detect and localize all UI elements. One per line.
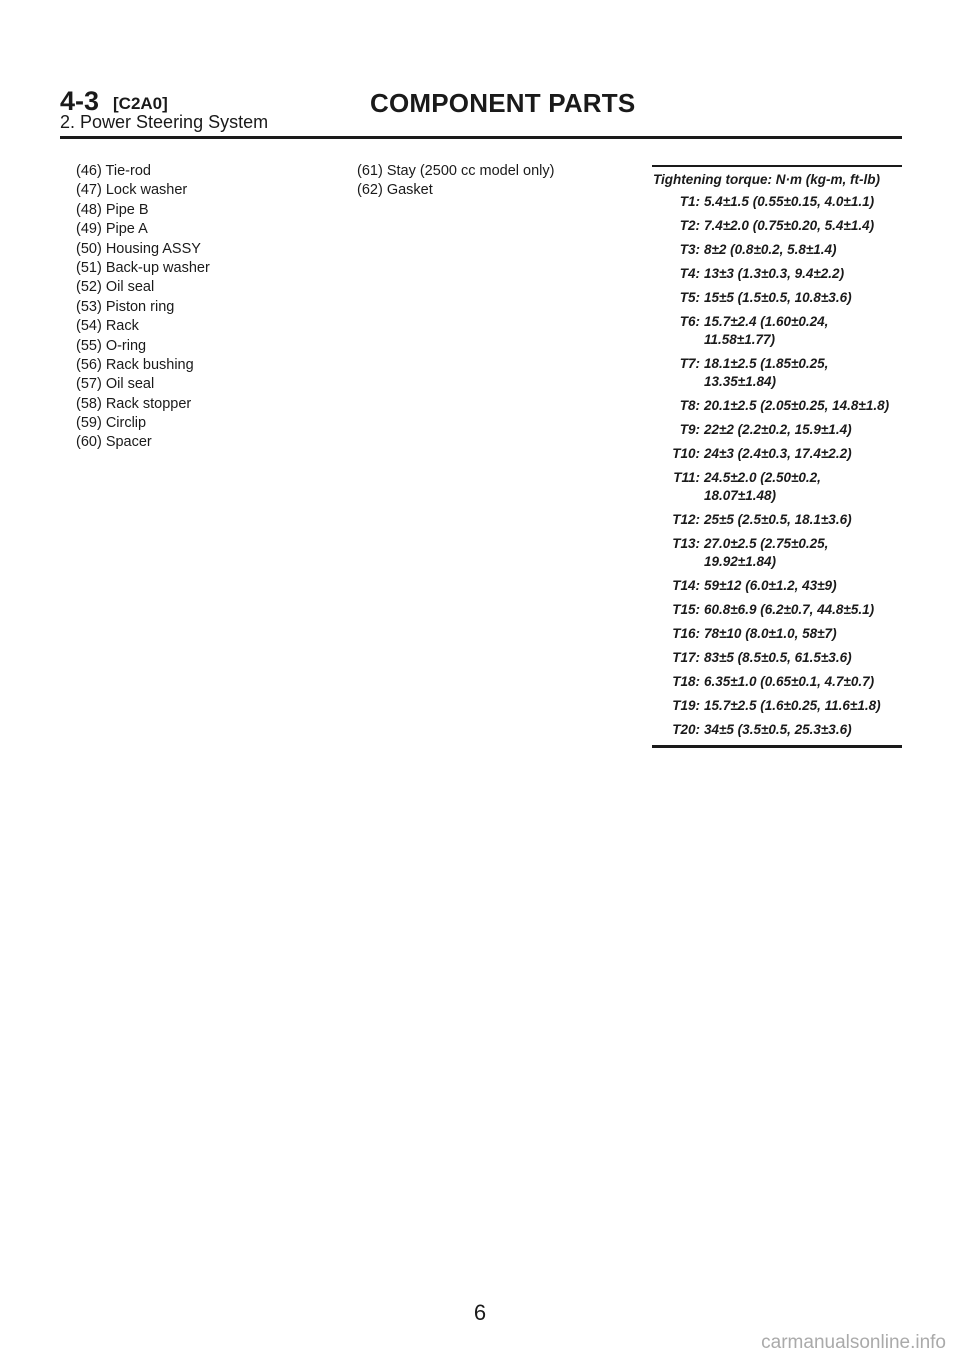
torque-spec [652, 421, 902, 439]
torque-value: 60.8±6.9 (6.2±0.7, 44.8±5.1) [704, 602, 875, 617]
torque-value-continued: 18.07±1.48) [704, 488, 776, 503]
section-number: 4-3 [60, 86, 100, 116]
torque-label: T6: [679, 314, 700, 329]
torque-value: 8±2 (0.8±0.2, 5.8±1.4) [704, 242, 837, 257]
part-list-item: (50) Housing ASSY [76, 240, 201, 257]
torque-label: T4: [679, 266, 700, 281]
torque-spec [652, 625, 902, 643]
page-title: COMPONENT PARTS [370, 88, 636, 118]
torque-spec [652, 193, 902, 211]
torque-value-continued: 11.58±1.77) [704, 332, 775, 347]
torque-value: 78±10 (8.0±1.0, 58±7) [704, 626, 837, 641]
part-list-item: (52) Oil seal [76, 279, 155, 296]
torque-value: 6.35±1.0 (0.65±0.1, 4.7±0.7) [704, 674, 875, 689]
torque-heading: Tightening torque: N·m (kg-m, ft-lb) [653, 172, 880, 187]
torque-top-rule [652, 165, 902, 167]
torque-value: 20.1±2.5 (2.05±0.25, 14.8±1.8) [704, 398, 890, 413]
parts-list-right [357, 162, 637, 201]
torque-value: 7.4±2.0 (0.75±0.20, 5.4±1.4) [704, 218, 875, 233]
torque-value: 13±3 (1.3±0.3, 9.4±2.2) [704, 266, 845, 281]
part-list-item: (46) Tie-rod [76, 163, 151, 179]
header-rule [60, 136, 902, 139]
torque-value: 34±5 (3.5±0.5, 25.3±3.6) [704, 722, 852, 737]
section-code: [C2A0] [113, 94, 168, 113]
torque-spec [652, 535, 902, 571]
torque-value: 15.7±2.4 (1.60±0.24, [704, 314, 829, 329]
torque-label: T12: [672, 512, 700, 527]
torque-spec [652, 577, 902, 595]
torque-spec [652, 289, 902, 307]
torque-spec [652, 469, 902, 505]
torque-spec [652, 445, 902, 463]
torque-label: T1: [679, 194, 700, 209]
torque-label: T17: [672, 650, 700, 665]
part-list-item: (54) Rack [76, 318, 139, 335]
torque-value: 5.4±1.5 (0.55±0.15, 4.0±1.1) [704, 194, 875, 209]
watermark: carmanualsonline.info [761, 1332, 946, 1353]
torque-value: 15.7±2.5 (1.6±0.25, 11.6±1.8) [704, 698, 881, 713]
torque-label: T20: [672, 722, 700, 737]
part-list-item: (56) Rack bushing [76, 356, 194, 373]
torque-label: T5: [679, 290, 700, 305]
torque-label: T15: [672, 602, 700, 617]
torque-label: T2: [679, 218, 700, 233]
torque-label: T7: [679, 356, 700, 371]
part-list-item: (58) Rack stopper [76, 395, 192, 412]
torque-label: T10: [672, 446, 700, 461]
torque-spec [652, 673, 902, 691]
torque-spec [652, 697, 902, 715]
torque-list [652, 193, 902, 739]
torque-spec [652, 397, 902, 415]
torque-label: T11: [673, 470, 700, 485]
part-list-item: (53) Piston ring [76, 298, 175, 315]
part-list-item: (62) Gasket [357, 182, 433, 199]
torque-label: T8: [679, 398, 700, 413]
part-list-item: (59) Circlip [76, 415, 147, 432]
torque-spec [652, 649, 902, 667]
torque-label: T3: [679, 242, 700, 257]
torque-label: T9: [679, 422, 700, 437]
page-header [60, 86, 902, 138]
part-list-item: (60) Spacer [76, 434, 152, 451]
torque-spec [652, 721, 902, 739]
torque-value: 15±5 (1.5±0.5, 10.8±3.6) [704, 290, 852, 305]
torque-bottom-rule [652, 745, 902, 748]
parts-list-left [76, 162, 336, 453]
torque-value: 83±5 (8.5±0.5, 61.5±3.6) [704, 650, 852, 665]
part-list-item: (57) Oil seal [76, 376, 155, 393]
torque-spec [652, 601, 902, 619]
torque-value: 24±3 (2.4±0.3, 17.4±2.2) [704, 446, 852, 461]
torque-label: T19: [672, 698, 700, 713]
part-list-item: (48) Pipe B [76, 201, 149, 218]
torque-value: 25±5 (2.5±0.5, 18.1±3.6) [704, 512, 852, 527]
part-list-item: (51) Back-up washer [76, 259, 210, 276]
part-list-item: (49) Pipe A [76, 221, 148, 238]
page-number: 6 [473, 1300, 487, 1325]
torque-value-continued: 19.92±1.84) [704, 554, 776, 569]
part-list-item: (47) Lock washer [76, 182, 188, 199]
torque-label: T18: [672, 674, 700, 689]
torque-table [652, 165, 902, 748]
part-list-item: (55) O-ring [76, 337, 147, 354]
part-list-item: (61) Stay (2500 cc model only) [357, 163, 555, 179]
torque-value: 59±12 (6.0±1.2, 43±9) [704, 578, 837, 593]
torque-spec [652, 313, 902, 349]
torque-label: T16: [672, 626, 700, 641]
torque-spec [652, 265, 902, 283]
torque-value-continued: 13.35±1.84) [704, 374, 776, 389]
torque-value: 27.0±2.5 (2.75±0.25, [704, 536, 829, 551]
torque-spec [652, 241, 902, 259]
torque-value: 24.5±2.0 (2.50±0.2, [704, 470, 821, 485]
torque-value: 18.1±2.5 (1.85±0.25, [704, 356, 829, 371]
torque-label: T13: [672, 536, 700, 551]
page-subtitle: 2. Power Steering System [60, 112, 269, 132]
torque-value: 22±2 (2.2±0.2, 15.9±1.4) [704, 422, 852, 437]
torque-spec [652, 511, 902, 529]
torque-label: T14: [672, 578, 700, 593]
torque-spec [652, 217, 902, 235]
torque-spec [652, 355, 902, 391]
